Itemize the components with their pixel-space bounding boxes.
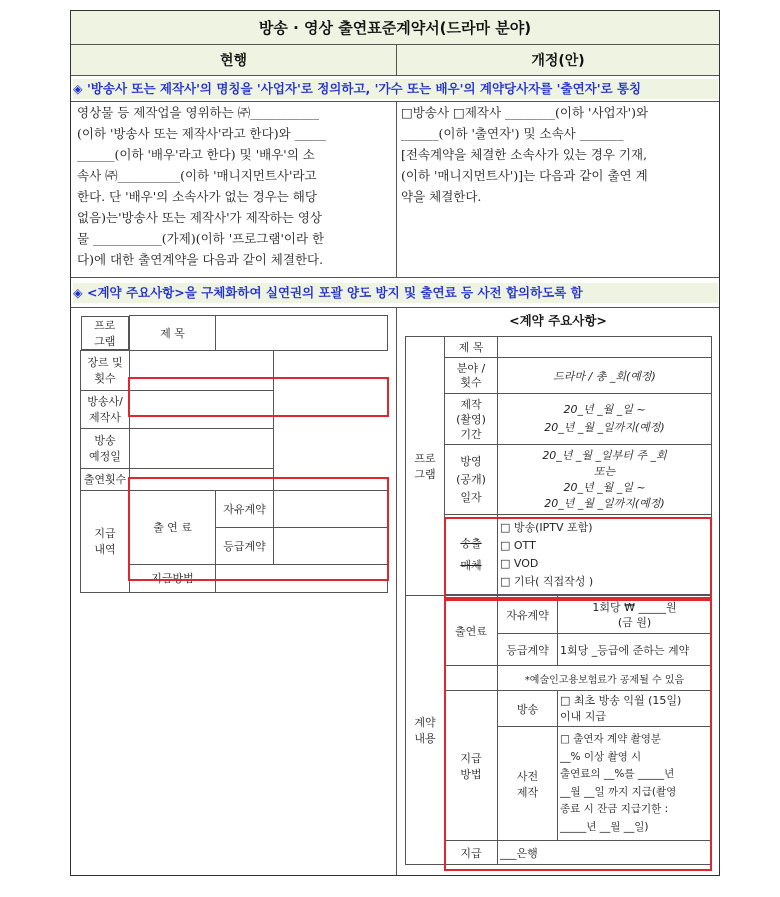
title-value bbox=[498, 337, 712, 358]
text-line: 다)에 대한 출연계약을 다음과 같이 체결한다. bbox=[77, 252, 324, 267]
revised-text bbox=[401, 102, 717, 207]
free-contract-value: 1회당 ₩ _____원 bbox=[592, 600, 677, 614]
pre-line: □ 출연자 계약 촬영분 bbox=[560, 733, 662, 745]
fee-label: 출 연 료 bbox=[130, 490, 216, 564]
air-date-label: 방송 예정일 bbox=[81, 428, 130, 468]
genre-label: 장르 및 횟수 bbox=[81, 350, 130, 390]
pre-line: _____년 __월 __일) bbox=[560, 820, 649, 833]
title-value bbox=[216, 316, 388, 351]
grade-contract-value: 1회당 _등급에 준하는 계약 bbox=[558, 634, 712, 666]
contract-label: 계약 내용 bbox=[406, 596, 445, 865]
text-line: 물 ___________(가제)(이하 '프로그램'이라 한 bbox=[77, 231, 325, 246]
current-text bbox=[77, 102, 395, 270]
broadcast-pay-deadline: 이내 지급 bbox=[560, 709, 607, 723]
document-title: 방송 · 영상 출연표준계약서(드라마 분야) bbox=[71, 11, 719, 44]
highlight-broadcaster bbox=[128, 377, 389, 417]
free-contract-label: 자유계약 bbox=[216, 490, 274, 527]
broadcast-start: 20_년 _월 _일 ~ bbox=[563, 480, 646, 494]
media-option: □ OTT bbox=[500, 538, 536, 552]
broadcast-pay-value: □ 최초 방송 익월 (15일) bbox=[560, 693, 682, 707]
media-label-struck: 송출 매체 bbox=[445, 515, 498, 595]
header-current: 현행 bbox=[71, 45, 396, 75]
payment-label: 지급 내역 bbox=[81, 490, 130, 592]
broadcast-end: 20_년 _월 _일까지(예정) bbox=[544, 496, 665, 510]
field-label: 분야 / 횟수 bbox=[445, 358, 498, 394]
text-line: ______(이하 '배우'라고 한다) 및 '배우'의 소 bbox=[77, 147, 315, 162]
section1-note: ◈ '방송사 또는 제작사'의 명칭을 '사업자'로 정의하고, '가수 또는 배우'의 계약당사자를 '출연자'로 통칭 bbox=[73, 79, 718, 99]
broadcast-label: 방영 (공개) 일자 bbox=[445, 445, 498, 515]
broadcast-weekly: 20_년 _월 _일부터 주 _회 bbox=[542, 448, 667, 462]
grade-contract-label: 등급계약 bbox=[498, 634, 558, 666]
media-option: □ 기타( 직접작성 ) bbox=[500, 574, 594, 588]
appearances-label: 출연횟수 bbox=[81, 468, 130, 490]
free-contract-label: 자유계약 bbox=[498, 596, 558, 634]
program-label: 프로 그램 bbox=[406, 337, 445, 596]
air-date-value bbox=[130, 428, 274, 468]
payment-method-label: 지급 방법 bbox=[445, 691, 498, 841]
text-line: □방송사 □제작사 ________(이하 '사업자')와 bbox=[401, 105, 649, 120]
broadcast-or: 또는 bbox=[593, 464, 616, 478]
production-end: 20_년 _월 _일까지(예정) bbox=[544, 421, 665, 434]
production-label: 제작 (촬영) 기간 bbox=[445, 394, 498, 445]
grade-contract-label: 등급계약 bbox=[216, 527, 274, 564]
fee-label: 출연료 bbox=[445, 596, 498, 666]
media-option: □ VOD bbox=[500, 556, 539, 570]
section2-note: ◈ <계약 주요사항>을 구체화하여 실연권의 포괄 양도 방지 및 출연료 등 사전 합의하도록 함 bbox=[73, 283, 718, 303]
production-start: 20_년 _월 _일 ~ bbox=[563, 403, 646, 416]
pre-line: 종료 시 잔금 지급기한 : bbox=[560, 803, 669, 815]
text-line: (이하 '방송사 또는 제작사'라고 한다)와 _____ bbox=[77, 126, 326, 141]
text-line: [전속계약을 체결한 소속사가 있는 경우 기재, bbox=[401, 147, 648, 162]
media-option: □ 방송(IPTV 포함) bbox=[500, 520, 593, 534]
pre-production-label: 사전 제작 bbox=[498, 727, 558, 841]
broadcaster-label: 방송사/제작사 bbox=[81, 390, 130, 428]
text-line: ______(이하 '출연자') 및 소속사 _______ bbox=[401, 126, 624, 141]
title-label: 제 목 bbox=[445, 337, 498, 358]
highlight-payment bbox=[128, 477, 389, 581]
broadcast-pay-label: 방송 bbox=[498, 691, 558, 727]
text-line: 속사 ㈜__________(이하 '매니지먼트사'라고 bbox=[77, 168, 317, 183]
title-label: 제 목 bbox=[130, 316, 216, 351]
text-line: (이하 '매니지먼트사')]는 다음과 같이 출연 계 bbox=[401, 168, 648, 183]
highlight-media bbox=[444, 517, 712, 599]
pre-line: __월 __일 까지 지급(촬영 bbox=[560, 785, 677, 798]
text-line: 한다. 단 '배우'의 소속사가 없는 경우는 해당 bbox=[77, 189, 317, 204]
free-contract-korean: (금 원) bbox=[617, 615, 652, 629]
insurance-note: *예술인고용보험료가 공제될 수 있음 bbox=[498, 666, 712, 691]
pay-bank-label: 지급 bbox=[445, 841, 498, 865]
payment-method-label: 지급방법 bbox=[130, 564, 216, 592]
text-line: 영상물 등 제작업을 영위하는 ㈜___________ bbox=[77, 105, 320, 120]
key-terms-heading: <계약 주요사항> bbox=[509, 313, 607, 328]
program-label: 프로 그램 bbox=[81, 316, 130, 350]
text-line: 약을 체결한다. bbox=[401, 189, 482, 204]
bank-value: ___은행 bbox=[498, 841, 712, 865]
pre-line: __% 이상 촬영 시 bbox=[560, 750, 642, 763]
pre-line: 출연료의 __%를 _____년 bbox=[560, 768, 675, 780]
text-line: 없음)는'방송사 또는 제작사'가 제작하는 영상 bbox=[77, 210, 322, 225]
header-revised: 개정(안) bbox=[397, 45, 719, 75]
field-value: 드라마 / 총 _회(예정) bbox=[498, 358, 712, 394]
highlight-contract bbox=[444, 599, 712, 871]
